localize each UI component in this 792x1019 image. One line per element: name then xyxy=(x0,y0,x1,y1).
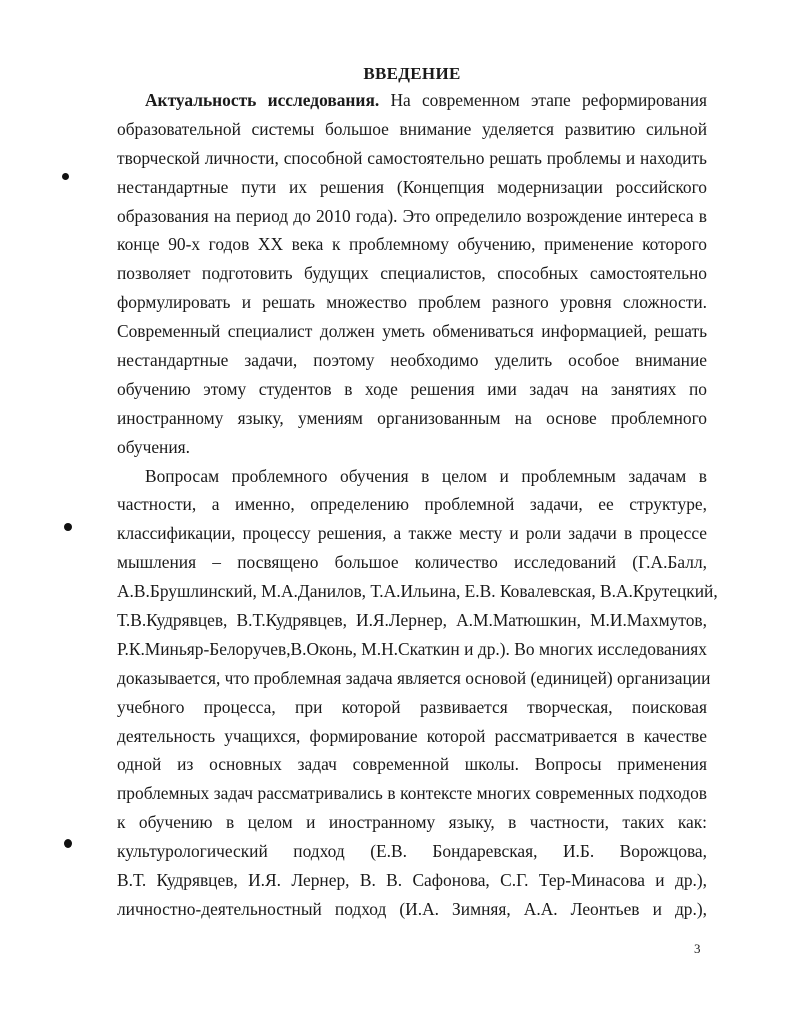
text-line: Т.В.Кудрявцев, В.Т.Кудрявцев, И.Я.Лернер, А.М.Матюшкин, М.И.Махмутов, xyxy=(117,610,707,631)
text-line: к обучению в целом и иностранному языку, в частности, таких как: xyxy=(117,812,707,833)
text-line: А.В.Брушлинский, М.А.Данилов, Т.А.Ильина, Е.В. Ковалевская, В.А.Крутецкий, xyxy=(117,581,718,602)
text-line: формулировать и решать множество проблем разного уровня сложности. xyxy=(117,292,707,313)
scan-speck xyxy=(64,523,72,531)
text-line: обучения. xyxy=(117,436,191,457)
text-line: деятельность учащихся, формирование которой рассматривается в качестве xyxy=(117,725,707,746)
scan-speck xyxy=(64,839,72,848)
text-line: одной из основных задач современной школы. Вопросы применения xyxy=(117,754,707,775)
text-line: Вопросам проблемного обучения в целом и проблемным задачам в xyxy=(145,465,707,486)
lead-phrase: Актуальность исследования. xyxy=(145,90,380,110)
text-line: доказывается, что проблемная задача является основой (единицей) организации xyxy=(117,667,711,688)
text-line: Современный специалист должен уметь обмениваться информацией, решать xyxy=(117,321,707,342)
text-line: проблемных задач рассматривались в контексте многих современных подходов xyxy=(117,783,707,804)
text-line: частности, а именно, определению проблемной задачи, ее структуре, xyxy=(117,494,707,515)
text-line: В.Т. Кудрявцев, И.Я. Лернер, В. В. Сафонова, С.Г. Тер-Минасова и др.), xyxy=(117,870,707,891)
text-line: нестандартные задачи, поэтому необходимо уделить особое внимание xyxy=(117,350,707,371)
page-number: 3 xyxy=(694,941,701,956)
scan-speck xyxy=(62,173,69,180)
text-line: мышления – посвящено большое количество исследований (Г.А.Балл, xyxy=(117,552,707,573)
text-line: образовательной системы большое внимание уделяется развитию сильной xyxy=(117,118,707,139)
text-line: культурологический подход (Е.В. Бондаревская, И.Б. Ворожцова, xyxy=(117,841,707,862)
body-text xyxy=(117,86,718,924)
text-line: творческой личности, способной самостоятельно решать проблемы и находить xyxy=(117,147,707,168)
text-line: конце 90-х годов XX века к проблемному обучению, применение которого xyxy=(117,234,707,255)
text-line: личностно-деятельностный подход (И.А. Зимняя, А.А. Леонтьев и др.), xyxy=(117,898,707,919)
text-line: позволяет подготовить будущих специалистов, способных самостоятельно xyxy=(117,263,707,284)
page-heading: ВВЕДЕНИЕ xyxy=(363,64,461,83)
text-line xyxy=(117,86,707,115)
text-line: образования на период до 2010 года). Это определило возрождение интереса в xyxy=(117,205,707,226)
text-line: учебного процесса, при которой развивается творческая, поисковая xyxy=(117,696,707,717)
text-line: Р.К.Миньяр-Белоручев,В.Оконь, М.Н.Скаткин и др.). Во многих исследованиях xyxy=(117,638,707,659)
text-line: иностранному языку, умениям организованным на основе проблемного xyxy=(117,407,707,428)
text-fragment: На современном этапе реформирования xyxy=(379,90,707,110)
text-line: обучению этому студентов в ходе решения ими задач на занятиях по xyxy=(117,378,707,399)
text-line: классификации, процессу решения, а также месту и роли задачи в процессе xyxy=(117,523,707,544)
text-line: нестандартные пути их решения (Концепция модернизации российского xyxy=(117,176,707,197)
